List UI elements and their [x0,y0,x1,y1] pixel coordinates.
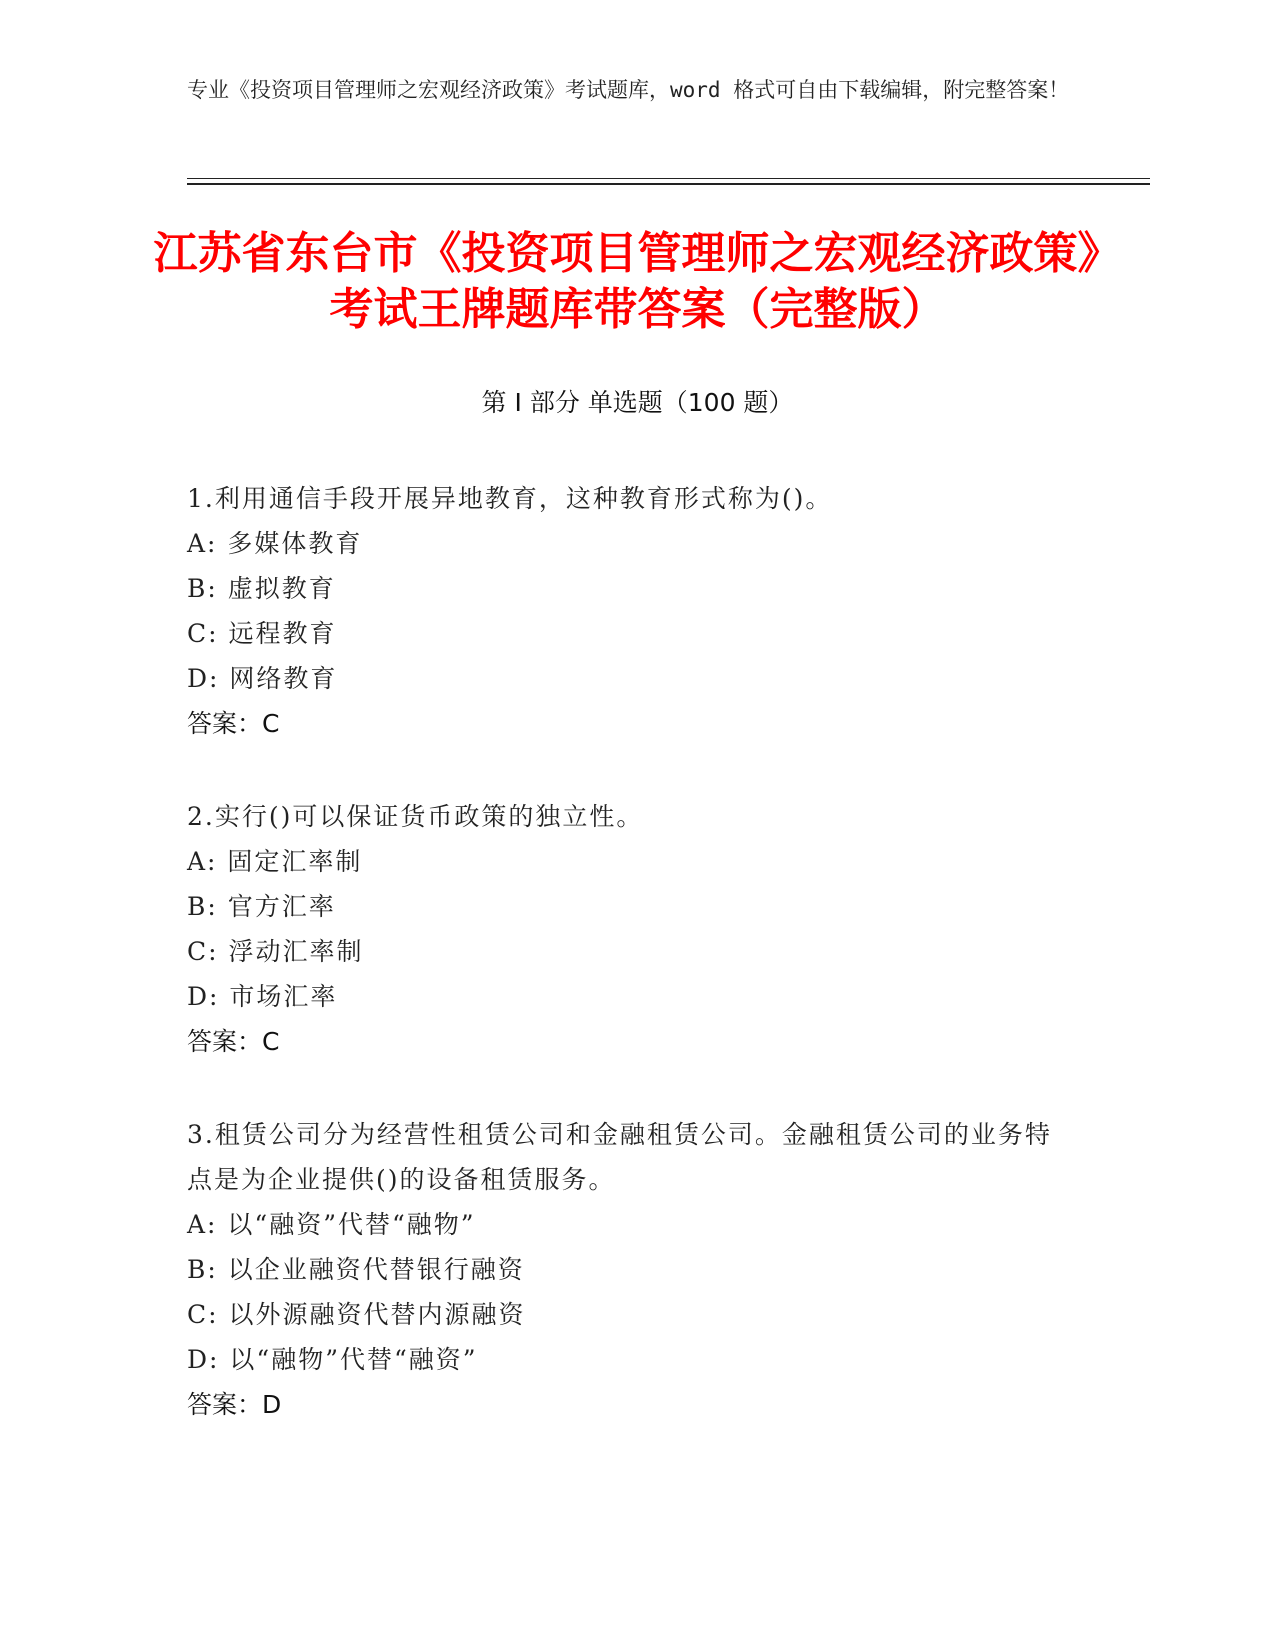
option-d: D: 网络教育 [187,664,338,693]
option-c: C: 远程教育 [187,619,337,648]
answer: 答案：C [187,709,280,738]
option-a: A: 以“融资”代替“融物” [187,1210,476,1239]
option-c: C: 浮动汇率制 [187,937,364,966]
answer: 答案：C [187,1027,280,1056]
option-c: C: 以外源融资代替内源融资 [187,1300,526,1329]
header-divider-thin [187,178,1150,179]
question-3 [187,1112,1067,1427]
option-a: A: 固定汇率制 [187,847,363,876]
section-title: 第 I 部分 单选题（100 题） [481,388,794,417]
header-divider-thick [187,183,1150,185]
document-title: 江苏省东台市《投资项目管理师之宏观经济政策》考试王牌题库带答案（完整版） [153,228,1122,335]
option-b: B: 以企业融资代替银行融资 [187,1255,525,1284]
option-b: B: 官方汇率 [187,892,336,921]
option-d: D: 以“融物”代替“融资” [187,1345,478,1374]
question-2 [187,794,1067,1064]
question-stem: 2.实行()可以保证货币政策的独立性。 [187,802,644,831]
question-list [187,476,1067,1475]
option-a: A: 多媒体教育 [187,529,363,558]
question-stem: 1.利用通信手段开展异地教育，这种教育形式称为()。 [187,484,833,513]
answer: 答案：D [187,1390,282,1419]
option-d: D: 市场汇率 [187,982,338,1011]
option-b: B: 虚拟教育 [187,574,336,603]
question-1 [187,476,1067,746]
header-note: 专业《投资项目管理师之宏观经济政策》考试题库，word 格式可自由下载编辑，附完整答案！ [187,78,1070,102]
question-stem: 3.租赁公司分为经营性租赁公司和金融租赁公司。金融租赁公司的业务特点是为企业提供()的设备租赁服务。 [187,1120,1052,1194]
